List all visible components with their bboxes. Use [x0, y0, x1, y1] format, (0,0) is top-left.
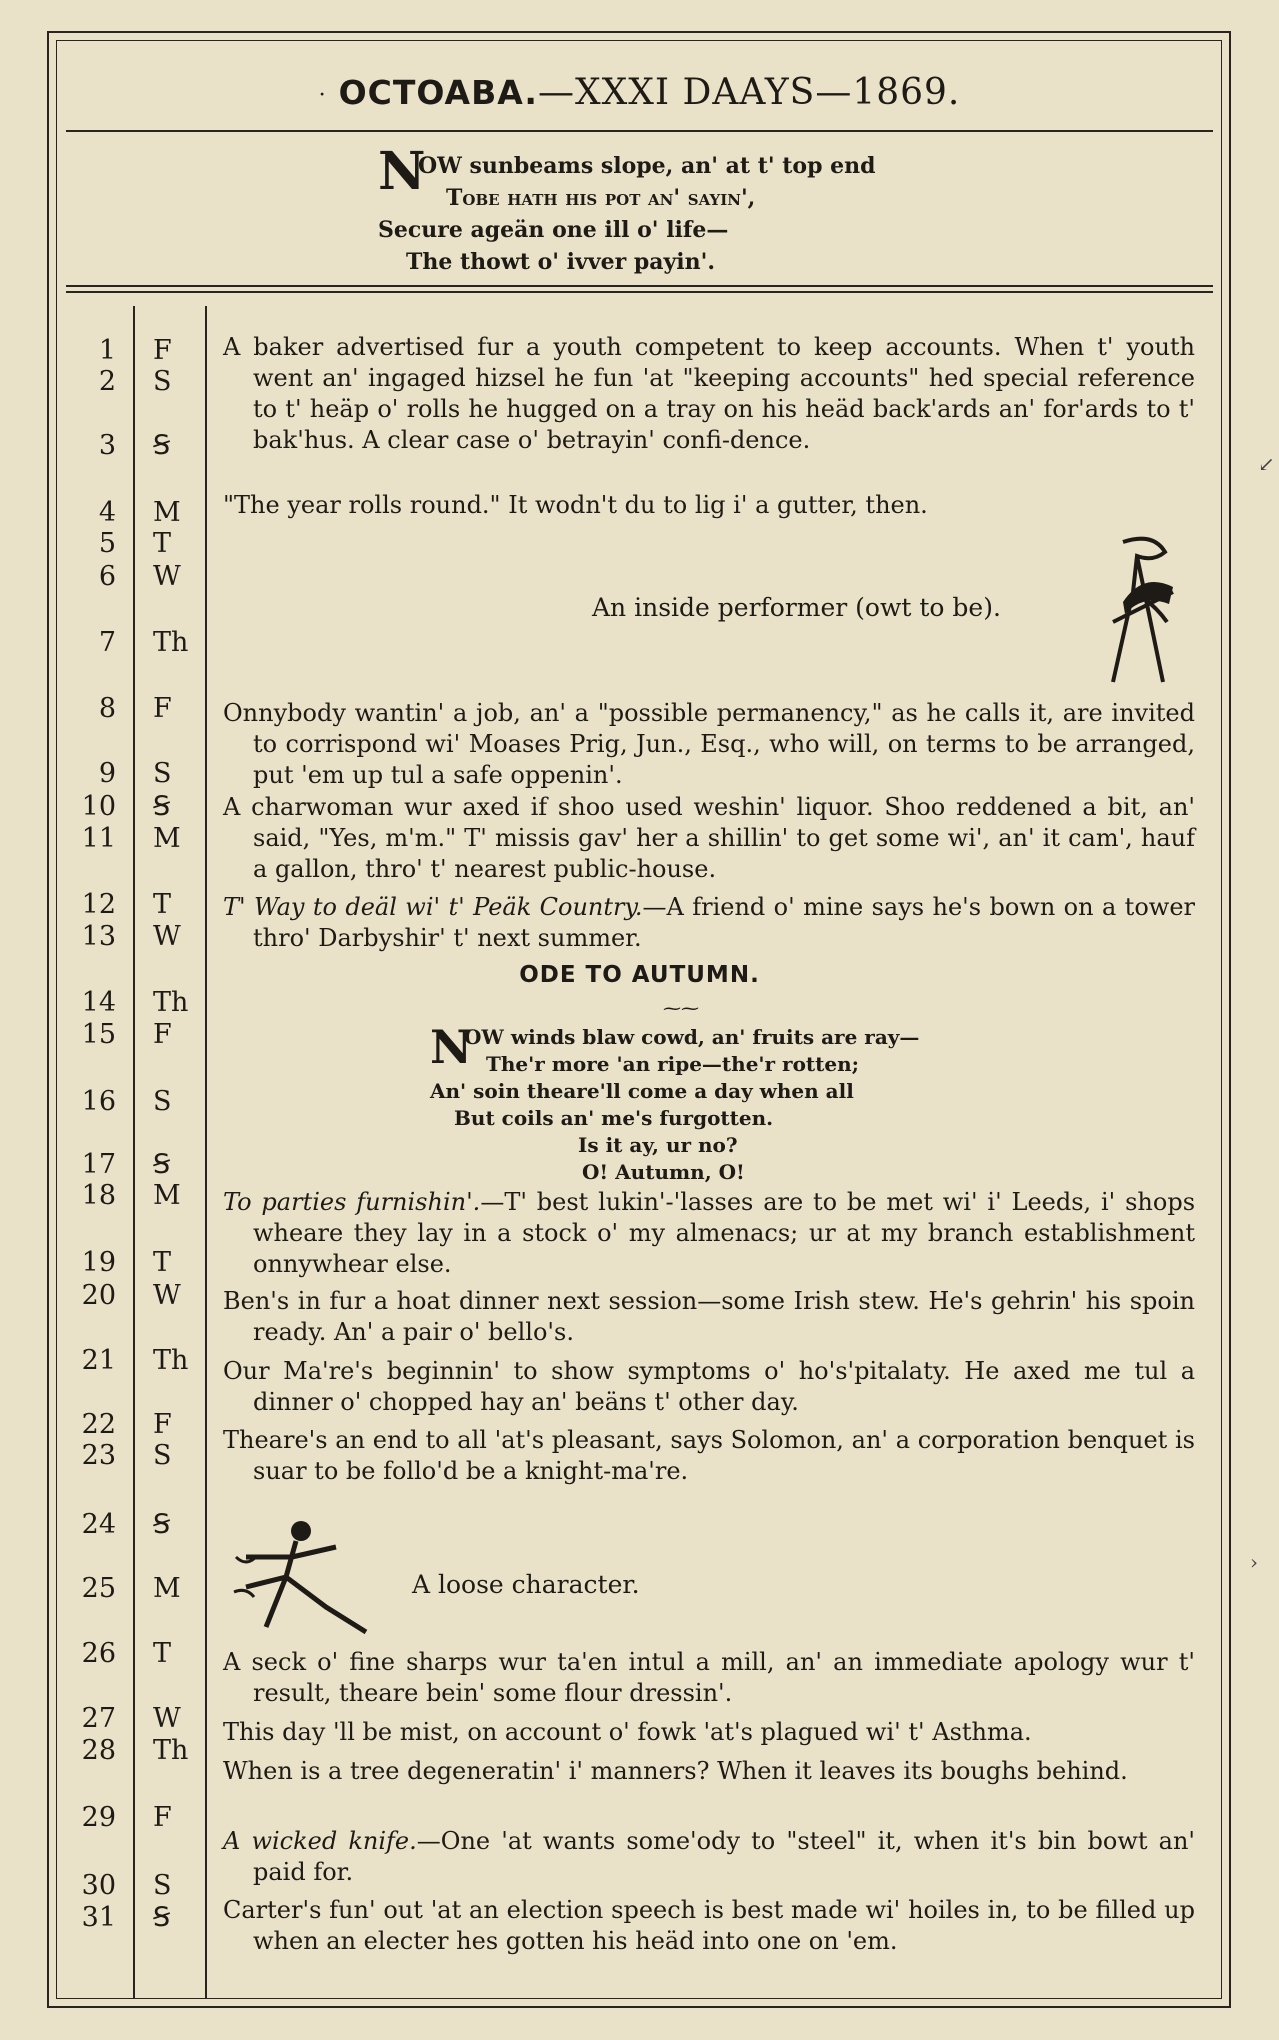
day-number: 4: [98, 497, 116, 528]
verse-line: Secure ageän one ill o' life—: [378, 217, 729, 243]
loose-character-illustration: [226, 1517, 386, 1637]
day-number: 26: [81, 1638, 116, 1669]
entry-7-title: To parties furnishin'.: [223, 1188, 481, 1216]
performer-illustration: [1093, 532, 1185, 684]
day-number: 25: [81, 1573, 116, 1604]
day-number: 13: [81, 921, 116, 952]
entry-10: Theare's an end to all 'at's pleasant, says Solomon, an' a corporation benquet is suar to be follo'd be a knight-ma're.: [223, 1426, 1195, 1485]
day-number: 2: [98, 366, 116, 397]
verse-rule-bottom: [66, 291, 1213, 293]
entry-2: "The year rolls round." It wodn't du to lig i' a gutter, then.: [223, 491, 928, 519]
day-letter: S: [153, 366, 172, 397]
entry-3: An inside performer (owt to be).: [592, 593, 1001, 622]
verse-dropcap: N: [378, 141, 426, 202]
verse-line: OW sunbeams slope, an' at t' top end: [418, 153, 876, 179]
day-letter: W: [153, 561, 181, 592]
entry-14: When is a tree degeneratin' i' manners? When it leaves its boughs behind.: [223, 1757, 1128, 1785]
entry-5: A charwoman wur axed if shoo used weshin' liquor. Shoo reddened a bit, an' said, "Yes, m'm." T' missis gav' her a shillin' to get some wi', an' it cam', hauf a gallon, thro' t' nearest public-house.: [223, 793, 1195, 883]
day-number: 24: [81, 1509, 116, 1540]
day-number: 21: [81, 1345, 116, 1376]
day-letter: T: [153, 889, 172, 920]
entry-9: Our Ma're's beginnin' to show symptoms o' ho's'pitalaty. He axed me tul a dinner o' chopped hay an' beäns t' other day.: [223, 1357, 1195, 1416]
day-letter: S: [153, 1086, 172, 1117]
day-letter: T: [153, 1638, 172, 1669]
day-letter: F: [153, 693, 172, 724]
day-letter: S: [153, 1440, 172, 1471]
day-number: 15: [81, 1019, 116, 1050]
entry-6: T' Way to deäl wi' t' Peäk Country.—A friend o' mine says he's bown on a tower thro' Darbyshir' t' next summer.: [223, 893, 1195, 952]
verse-line: The thowt o' ivver payin'.: [406, 249, 716, 275]
title-rest: —XXXI DAAYS—1869.: [537, 72, 961, 113]
day-letter: Ꞩ: [153, 1902, 171, 1933]
day-number: 28: [81, 1735, 116, 1766]
day-number: 10: [81, 791, 116, 822]
day-letter: Ꞩ: [153, 1509, 171, 1540]
day-letter: F: [153, 335, 172, 366]
day-number: 6: [98, 561, 116, 592]
entry-15: A wicked knife.—One 'at wants some'ody to "steel" it, when it's bin bowt an' paid for.: [223, 1827, 1196, 1886]
page-title: · OCTOABA.—XXXI DAAYS—1869.: [318, 72, 961, 113]
day-number: 29: [81, 1802, 116, 1833]
opening-verse: [378, 141, 876, 278]
ode-verse: [430, 1020, 920, 1186]
day-letter: Ꞩ: [153, 791, 171, 822]
day-number: 18: [81, 1180, 116, 1211]
day-letter: T: [153, 1247, 172, 1278]
ode-line: OW winds blaw cowd, an' fruits are ray—: [464, 1025, 920, 1049]
verse-line: Tobe hath his pot an' sayin',: [446, 185, 756, 211]
day-number: 3: [98, 430, 116, 461]
day-letter: S: [153, 758, 172, 789]
day-letter: F: [153, 1802, 172, 1833]
day-number: 8: [98, 693, 116, 724]
day-number: 14: [81, 987, 116, 1018]
ode-dropcap: N: [430, 1020, 473, 1074]
ornament-icon: ⁓⁓: [663, 998, 699, 1019]
day-number: 5: [98, 528, 116, 559]
day-number: 22: [81, 1409, 116, 1440]
day-letter: S: [153, 1870, 172, 1901]
ode-title: ODE TO AUTUMN.: [519, 962, 760, 988]
day-number: 12: [81, 889, 116, 920]
day-letter: M: [153, 823, 181, 854]
day-number: 17: [81, 1149, 116, 1180]
day-letter: Ꞩ: [153, 1149, 171, 1180]
ode-line: Is it ay, ur no?: [578, 1133, 738, 1157]
margin-arrow-icon: ↙: [1258, 452, 1275, 476]
day-letter: M: [153, 1180, 181, 1211]
entry-7: To parties furnishin'.—T' best lukin'-'lasses are to be met wi' i' Leeds, i' shops wheare they lay in a stock o' my almenacs; ur at my branch establishment onnywhear else.: [223, 1188, 1196, 1278]
day-letter: Ꞩ: [153, 430, 171, 461]
day-letter: Th: [153, 627, 189, 658]
day-number: 11: [81, 823, 116, 854]
day-letter: W: [153, 921, 181, 952]
entry-1: A baker advertised fur a youth competent to keep accounts. When t' youth went an' ingaged hizsel he fun 'at "keeping accounts" hed special reference to t' heäp o' rolls he hugged on a tray on his heäd back'ards an' for'ards to t' bak'hus. A clear case o' betrayin' confi-dence.: [223, 333, 1195, 454]
day-number: 27: [81, 1703, 116, 1734]
entry-8: Ben's in fur a hoat dinner next session—some Irish stew. He's gehrin' his spoin ready. An' a pair o' bello's.: [223, 1287, 1195, 1346]
entry-13: This day 'll be mist, on account o' fowk 'at's plagued wi' t' Asthma.: [223, 1718, 1032, 1746]
day-letter: W: [153, 1703, 181, 1734]
day-number: 23: [81, 1440, 116, 1471]
day-number: 7: [98, 627, 116, 658]
day-letter: F: [153, 1409, 172, 1440]
day-number: 20: [81, 1280, 116, 1311]
margin-marker-icon: ›: [1250, 1550, 1258, 1574]
title-month: OCTOABA.: [338, 73, 538, 112]
title-rule: [66, 130, 1213, 132]
ode-line: But coils an' me's furgotten.: [454, 1106, 774, 1130]
day-number: 31: [81, 1902, 116, 1933]
entry-12: A seck o' fine sharps wur ta'en intul a mill, an' an immediate apology wur t' result, theare bein' some flour dressin'.: [223, 1648, 1195, 1707]
column-rule-2: [205, 306, 207, 1999]
entry-15-title: A wicked knife.: [223, 1827, 417, 1855]
entry-4: Onnybody wantin' a job, an' a "possible permanency," as he calls it, are invited to corrispond wi' Moases Prig, Jun., Esq., who will, on terms to be arranged, put 'em up tul a safe oppenin'.: [223, 699, 1195, 789]
day-number: 16: [81, 1086, 116, 1117]
day-letter: M: [153, 1573, 181, 1604]
entry-16: Carter's fun' out 'at an election speech is best made wi' hoiles in, to be filled up when an electer hes gotten his heäd into one on 'em.: [223, 1896, 1195, 1955]
day-letter: Th: [153, 987, 189, 1018]
day-letter: Th: [153, 1735, 189, 1766]
ode-line: An' soin theare'll come a day when all: [430, 1079, 854, 1103]
verse-rule-top: [66, 285, 1213, 287]
day-letter: M: [153, 497, 181, 528]
entry-11: A loose character.: [412, 1570, 640, 1599]
day-number: 9: [98, 758, 116, 789]
day-number: 19: [81, 1247, 116, 1278]
day-letter: W: [153, 1280, 181, 1311]
column-rule-1: [133, 306, 135, 1999]
day-letter: Th: [153, 1345, 189, 1376]
day-letter: F: [153, 1019, 172, 1050]
day-number: 30: [81, 1870, 116, 1901]
ode-line: The'r more 'an ripe—the'r rotten;: [486, 1052, 860, 1076]
day-number: 1: [98, 335, 116, 366]
entry-6-title: T' Way to deäl wi' t' Peäk Country.: [223, 893, 643, 921]
ode-line: O! Autumn, O!: [582, 1160, 745, 1184]
day-letter: T: [153, 528, 172, 559]
